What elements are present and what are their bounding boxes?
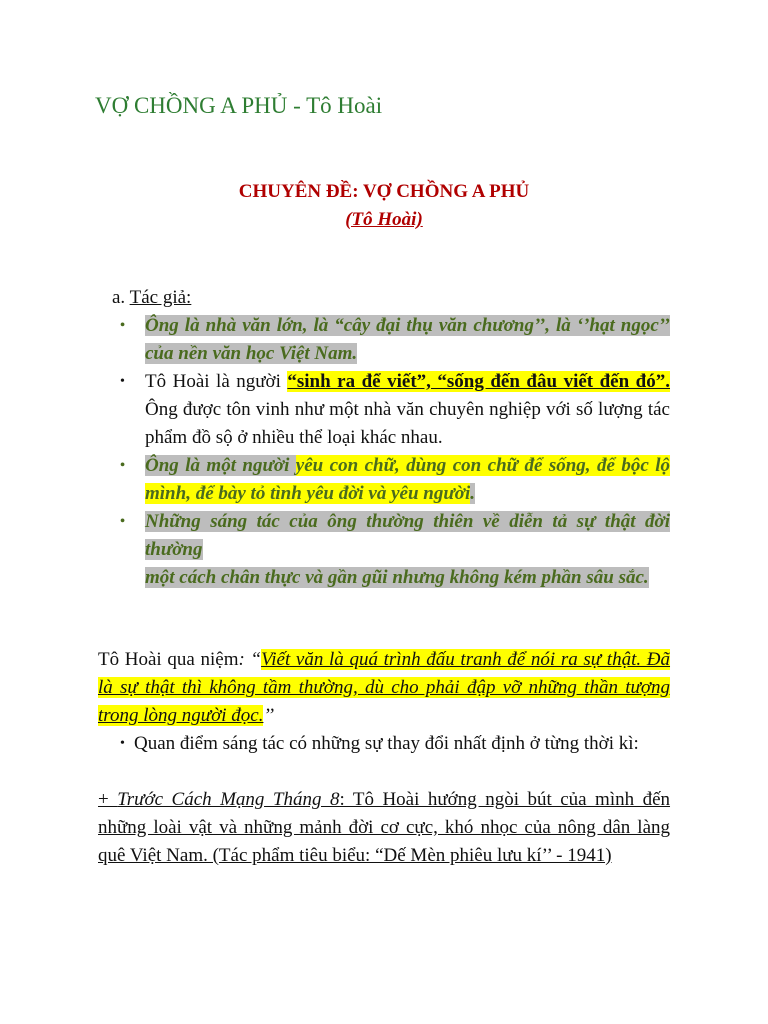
bullet-icon: • [120, 458, 125, 473]
period-label: Trước Cách Mạng Tháng 8 [117, 789, 340, 810]
bullet-text-post: Ông được tôn vinh như một nhà văn chuyên nghiệp với số lượng tác phẩm đồ sộ ở nhiều thể loại khác nhau. [145, 399, 670, 448]
bullet-icon: • [120, 374, 125, 389]
concept-colon: : “ [238, 649, 262, 670]
list-item [98, 508, 670, 592]
bullet-text-end: . [470, 483, 475, 504]
bullet-text-line1: Những sáng tác của ông thường thiên về diễn tả sự thật đời thường [145, 511, 670, 560]
list-item [98, 452, 670, 508]
document-body [98, 284, 670, 592]
document-heading [0, 181, 768, 231]
concept-paragraph [98, 646, 670, 730]
bullet-text-pre: Tô Hoài là người [145, 371, 288, 392]
concept-lead: Tô Hoài qua niệm [98, 649, 239, 670]
concept-close: ’’ [263, 705, 275, 726]
list-item [98, 312, 670, 368]
section-marker: a. [112, 287, 126, 308]
bullet-highlight: yêu con chữ, dùng con chữ để sống, để bộc lộ mình, để bày tỏ tình yêu đời và yêu người [145, 455, 670, 504]
list-item [98, 368, 670, 452]
bullet-text-line2: một cách chân thực và gần gũi nhưng không kém phần sâu sắc. [145, 567, 649, 588]
bullet-icon: • [120, 318, 125, 333]
before-revolution-paragraph [98, 786, 670, 870]
section-a-label [112, 284, 670, 312]
bullet-icon: • [120, 514, 125, 529]
bullet-text-pre: Ông là một người [145, 455, 296, 476]
bullet-icon: • [120, 736, 125, 751]
bullet-text: Ông là nhà văn lớn, là “cây đại thụ văn chương’’, là ‘’hạt ngọc’’ của nền văn học Việt Nam. [145, 315, 670, 364]
author-bullet-list [98, 312, 670, 592]
heading-subtitle: (Tô Hoài) [345, 209, 423, 230]
page-title: VỢ CHỒNG A PHỦ - Tô Hoài [95, 93, 383, 118]
concept-quote: Viết văn là quá trình đấu tranh để nói ra sự thật. Đã là sự thật thì không tầm thường, dù cho phải đập vỡ những thần tượng trong lòng người đọc. [98, 649, 671, 726]
viewpoint-paragraph [98, 730, 718, 758]
heading-title: CHUYÊN ĐỀ: VỢ CHỒNG A PHỦ [238, 181, 530, 202]
viewpoint-text: Quan điểm sáng tác có những sự thay đổi nhất định ở từng thời kì: [134, 733, 639, 754]
prefix: + [98, 789, 118, 810]
period-text: : Tô Hoài hướng ngòi bút của mình đến những loài vật và những mảnh đời cơ cực, khó nhọc của nông dân làng quê Việt Nam. (Tác phẩm tiêu biểu: “Dế Mèn phiêu lưu kí’’ - 1941) [98, 789, 671, 866]
section-title: Tác giả: [129, 287, 192, 308]
bullet-quote: “sinh ra để viết”, “sống đến đâu viết đến đó”. [287, 371, 670, 392]
